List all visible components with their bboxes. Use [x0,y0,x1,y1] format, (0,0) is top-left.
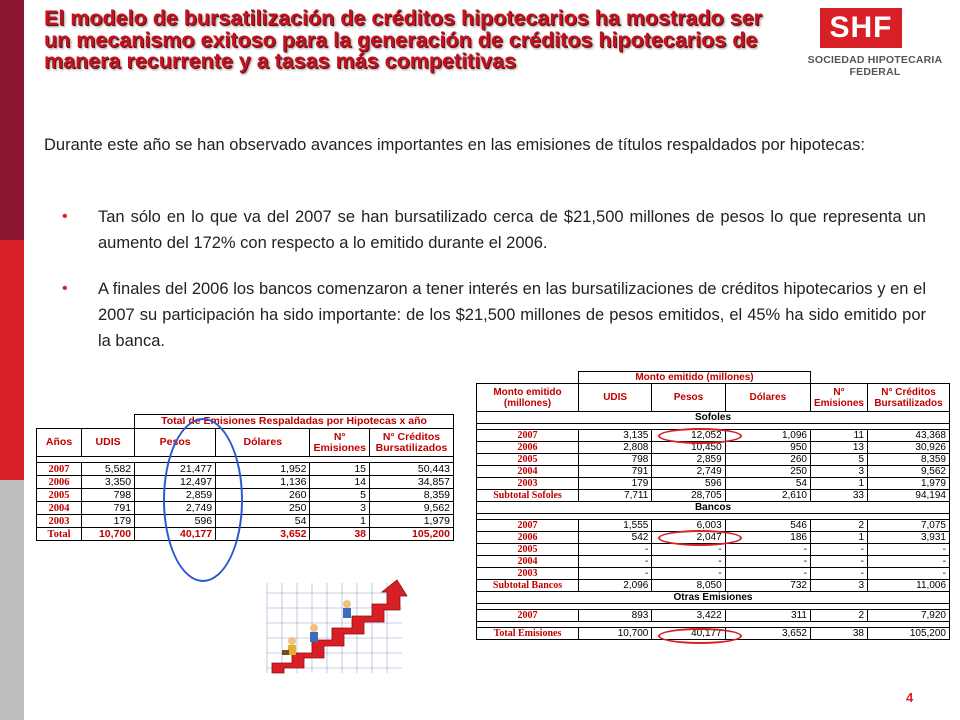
value-cell: 2,749 [652,466,725,478]
value-cell: 34,857 [370,476,454,489]
value-cell: 2 [810,610,867,622]
value-cell: 893 [579,610,652,622]
column-header: Pesos [135,429,216,457]
row-label-cell: 2005 [477,454,579,466]
value-cell: 2,808 [579,442,652,454]
column-header: N° Créditos Bursatilizados [370,429,454,457]
sidebar-band-gray [0,480,24,720]
table-body [477,412,950,640]
value-cell: - [868,556,950,568]
value-cell: 179 [579,478,652,490]
table-row [477,454,950,466]
row-label-cell: 2007 [37,463,82,476]
value-cell: 5 [310,489,370,502]
value-cell: - [810,568,867,580]
row-label-cell: 2005 [37,489,82,502]
value-cell: 8,359 [370,489,454,502]
value-cell: 260 [216,489,310,502]
value-cell: 179 [82,515,135,528]
value-cell: 3 [810,466,867,478]
row-label-cell: Total [37,528,82,541]
bullet-dot-icon: • [62,208,68,225]
growth-stairs-clipart [262,578,412,678]
sidebar-band-maroon [0,0,24,240]
value-cell: 1,136 [216,476,310,489]
table-body [37,463,454,541]
sofoles-2007-highlight-ellipse [658,428,742,444]
emissions-by-issuer-table [476,371,950,640]
value-cell: 3,652 [725,628,810,640]
value-cell: 12,497 [135,476,216,489]
value-cell: 596 [135,515,216,528]
column-header: Monto emitido (millones) [477,384,579,412]
bullet-item [62,204,926,258]
column-header: Dólares [725,384,810,412]
value-cell: 791 [82,502,135,515]
value-cell: 40,177 [135,528,216,541]
row-label-cell: 2004 [37,502,82,515]
column-header: UDIS [579,384,652,412]
value-cell: 10,700 [82,528,135,541]
value-cell: 7,920 [868,610,950,622]
section-label: Bancos [477,502,950,514]
value-cell: 1,979 [370,515,454,528]
value-cell: 28,705 [652,490,725,502]
value-cell: 9,562 [370,502,454,515]
table-row [37,463,454,476]
value-cell: 260 [725,454,810,466]
value-cell: 3 [310,502,370,515]
table-row [477,466,950,478]
value-cell: 38 [810,628,867,640]
emissions-by-year-table [36,414,454,541]
column-header: Pesos [652,384,725,412]
value-cell: 2,047 [652,532,725,544]
value-cell: 6,003 [652,520,725,532]
value-cell: 250 [216,502,310,515]
value-cell: 50,443 [370,463,454,476]
value-cell: 7,075 [868,520,950,532]
subtotal-row [477,490,950,502]
value-cell: 3 [810,580,867,592]
value-cell: 43,368 [868,430,950,442]
column-header: UDIS [82,429,135,457]
value-cell: 7,711 [579,490,652,502]
value-cell: 5 [810,454,867,466]
value-cell: 2,749 [135,502,216,515]
table-row [477,568,950,580]
value-cell: 2,610 [725,490,810,502]
table-row [37,502,454,515]
row-label-cell: 2004 [477,556,579,568]
row-label-cell: 2003 [477,478,579,490]
column-header: Dólares [216,429,310,457]
section-label: Otras Emisiones [477,592,950,604]
group-header: Monto emitido (millones) [579,372,811,384]
row-label-cell: 2007 [477,430,579,442]
row-label-cell: Subtotal Bancos [477,580,579,592]
total-row [37,528,454,541]
value-cell: 5,582 [82,463,135,476]
value-cell: 546 [725,520,810,532]
value-cell: 40,177 [652,628,725,640]
value-cell: - [652,556,725,568]
value-cell: - [868,568,950,580]
value-cell: 33 [810,490,867,502]
pesos-highlight-ellipse [163,418,243,582]
value-cell: - [652,544,725,556]
value-cell: 9,562 [868,466,950,478]
column-header: Años [37,429,82,457]
table-row [477,610,950,622]
value-cell: - [725,544,810,556]
value-cell: - [579,544,652,556]
value-cell: 3,652 [216,528,310,541]
value-cell: 1,952 [216,463,310,476]
value-cell: 250 [725,466,810,478]
value-cell: - [652,568,725,580]
value-cell: 8,050 [652,580,725,592]
row-label-cell: 2006 [37,476,82,489]
table-row [37,489,454,502]
section-label: Sofoles [477,412,950,424]
value-cell: 791 [579,466,652,478]
row-label-cell: 2005 [477,544,579,556]
value-cell: 2,859 [652,454,725,466]
slide-title: El modelo de bursatilización de créditos hipotecarios ha mostrado ser un mecanismo exitoso para la generación de créditos hipotecarios de manera recurrente y a tasas más competitivas [44,6,763,73]
value-cell: 11 [810,430,867,442]
value-cell: - [868,544,950,556]
value-cell: 950 [725,442,810,454]
value-cell: 798 [579,454,652,466]
value-cell: 105,200 [370,528,454,541]
value-cell: 3,931 [868,532,950,544]
value-cell: 1 [810,532,867,544]
row-label-cell: 2004 [477,466,579,478]
value-cell: 10,450 [652,442,725,454]
column-header: N° Emisiones [310,429,370,457]
value-cell: 1,979 [868,478,950,490]
value-cell: 1,096 [725,430,810,442]
table-header-row [477,384,950,412]
table-header-row [37,429,454,457]
value-cell: 2,859 [135,489,216,502]
value-cell: 21,477 [135,463,216,476]
value-cell: 13 [810,442,867,454]
value-cell: - [579,556,652,568]
value-cell: 3,422 [652,610,725,622]
value-cell: 311 [725,610,810,622]
sidebar-color-bar [0,0,24,720]
table-title: Total de Emisiones Respaldadas por Hipotecas x año [135,415,454,429]
value-cell: 3,135 [579,430,652,442]
value-cell: 1 [810,478,867,490]
value-cell: - [725,568,810,580]
bullet-dot-icon: • [62,280,68,297]
row-label-cell: Total Emisiones [477,628,579,640]
shf-logo [800,8,950,78]
value-cell: 12,052 [652,430,725,442]
bullet-text: Tan sólo en lo que va del 2007 se han bursatilizado cerca de $21,500 millones de pesos lo que representa un aumento del 172% con respecto a lo emitido durante el 2006. [98,208,926,252]
value-cell: - [810,544,867,556]
value-cell: 54 [216,515,310,528]
value-cell: 596 [652,478,725,490]
row-label-cell: 2003 [37,515,82,528]
column-header: N° Emisiones [810,384,867,412]
value-cell: 3,350 [82,476,135,489]
value-cell: 15 [310,463,370,476]
value-cell: 30,926 [868,442,950,454]
otras-2007-highlight-ellipse [658,628,742,644]
bullet-item [62,276,926,358]
value-cell: - [725,556,810,568]
row-label-cell: Subtotal Sofoles [477,490,579,502]
table-row [37,476,454,489]
value-cell: 798 [82,489,135,502]
value-cell: 186 [725,532,810,544]
table-row [477,556,950,568]
section-header-row [477,592,950,604]
intro-paragraph: Durante este año se han observado avances importantes en las emisiones de títulos respaldados por hipotecas: [44,136,865,154]
value-cell: 732 [725,580,810,592]
section-header-row [477,412,950,424]
value-cell: 10,700 [579,628,652,640]
bullet-text: A finales del 2006 los bancos comenzaron a tener interés en las bursatilizaciones de créditos hipotecarios y en el 2007 su participación ha sido importante: de los $21,500 millones de pesos emitidos, el 45% ha sido emitido por la banca. [98,280,926,350]
value-cell: 2,096 [579,580,652,592]
table-row [37,515,454,528]
value-cell: 54 [725,478,810,490]
row-label-cell: 2007 [477,610,579,622]
row-label-cell: 2003 [477,568,579,580]
row-label-cell: 2006 [477,532,579,544]
value-cell: 542 [579,532,652,544]
row-label-cell: 2006 [477,442,579,454]
column-header: N° Créditos Bursatilizados [868,384,950,412]
value-cell: - [810,556,867,568]
subtotal-row [477,580,950,592]
value-cell: 8,359 [868,454,950,466]
value-cell: 38 [310,528,370,541]
value-cell: 2 [810,520,867,532]
value-cell: 1,555 [579,520,652,532]
row-label-cell: 2007 [477,520,579,532]
section-header-row [477,502,950,514]
value-cell: 1 [310,515,370,528]
table-row [477,478,950,490]
value-cell: 105,200 [868,628,950,640]
logo-text: SOCIEDAD HIPOTECARIA FEDERAL [807,54,943,78]
bancos-2007-highlight-ellipse [658,530,742,546]
logo-mark: SHF [820,8,902,48]
value-cell: - [579,568,652,580]
value-cell: 11,006 [868,580,950,592]
value-cell: 14 [310,476,370,489]
page-number: 4 [906,690,914,705]
sidebar-band-red [0,240,24,480]
value-cell: 94,194 [868,490,950,502]
